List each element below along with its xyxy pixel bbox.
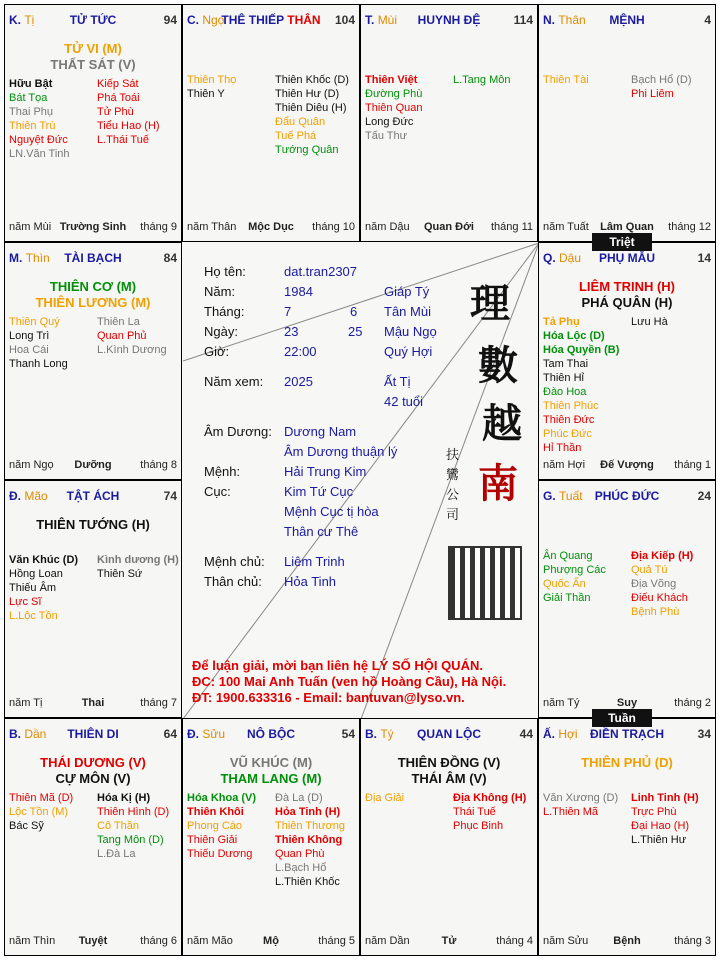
minor-star: Thiên La (97, 316, 140, 328)
minor-star: Tướng Quân (275, 144, 339, 156)
main-star: THÁI DƯƠNG (V) (40, 755, 146, 770)
palace-age: 34 (697, 727, 711, 741)
minor-star: Hỏa Tinh (H) (275, 806, 341, 818)
minor-star: Văn Xương (D) (543, 792, 619, 804)
minor-star: Thiên Quan (365, 102, 423, 114)
than-chu-value: Hỏa Tinh (284, 574, 337, 589)
main-star: THIÊN CƠ (M) (49, 279, 137, 294)
cell-month: tháng 1 (674, 459, 711, 471)
main-stars (5, 755, 181, 787)
palace-cell-tuat (538, 480, 716, 718)
minor-star: Lộc Tồn (M) (9, 806, 69, 818)
cell-stage: Mộ (263, 935, 279, 947)
cell-year: năm Dậu (365, 221, 410, 233)
palace-age: 84 (163, 251, 177, 265)
cell-stage: Tuyệt (78, 935, 108, 947)
minor-star: Thiếu Dương (187, 848, 253, 860)
cell-stage: Quan Đới (424, 221, 474, 233)
minor-star: Quan Phù (275, 848, 325, 860)
minor-star: Phong Cáo (187, 820, 243, 832)
palace-position: Đ. Mão (9, 489, 48, 503)
minor-star: Đại Hao (H) (631, 820, 690, 832)
palace-age: 104 (334, 13, 355, 27)
qr-code[interactable] (450, 548, 520, 618)
menh-chu-value: Liêm Trinh (284, 554, 345, 569)
cell-year: năm Tuất (543, 221, 589, 233)
minor-star: Thiên Việt (365, 74, 418, 86)
minor-star: LN.Văn Tinh (9, 148, 70, 160)
cell-year: năm Thân (187, 221, 237, 233)
minor-star: L.Thiên Khốc (275, 876, 340, 888)
minor-star: Bạch Hổ (D) (631, 74, 692, 86)
minor-star: Long Trì (9, 330, 50, 342)
minor-star: Quốc Ấn (543, 578, 586, 590)
palace-cell-ngo (182, 4, 360, 242)
main-star: THẤT SÁT (V) (50, 57, 136, 72)
palace-cell-mao (4, 480, 182, 718)
minor-star: Hữu Bật (9, 78, 53, 90)
minor-star: L.Kình Dương (97, 344, 167, 356)
palace-name: TẬT ÁCH (66, 489, 120, 503)
minor-star: Hóa Quyền (B) (543, 344, 620, 356)
cell-month: tháng 3 (674, 935, 711, 947)
palace-position: Đ. Sửu (187, 727, 226, 741)
palace-name: PHÚC ĐỨC (594, 489, 660, 503)
main-stars (5, 517, 181, 533)
palace-name: ĐIỀN TRẠCH (590, 727, 664, 741)
minor-star: Địa Võng (631, 578, 677, 590)
palace-position: K. Tị (9, 13, 35, 27)
minor-star: L.Thiên Hư (631, 834, 687, 846)
cell-year: năm Dần (365, 935, 410, 947)
main-star: THIÊN ĐỒNG (V) (397, 755, 501, 770)
minor-star: Hóa Khoa (V) (187, 792, 257, 804)
cell-year: năm Tý (543, 697, 580, 709)
cell-month: tháng 6 (140, 935, 177, 947)
minor-star: Thiên Khốc (D) (275, 74, 349, 86)
minor-star: Tấu Thư (365, 130, 408, 142)
minor-star: L.Đà La (97, 848, 136, 860)
palace-age: 14 (697, 251, 711, 265)
day-value: 23 (284, 324, 299, 339)
minor-star: Thiên Hình (D) (97, 806, 170, 818)
palace-name: HUYNH ĐỆ (417, 13, 481, 27)
view-year-can: Ất Tị (384, 374, 411, 389)
minor-star: Bệnh Phù (631, 606, 680, 618)
minor-star: Tang Môn (D) (97, 834, 164, 846)
minor-star: Hóa Kị (H) (97, 792, 151, 804)
minor-star: Phục Binh (453, 820, 504, 832)
cell-month: tháng 11 (490, 221, 533, 233)
minor-star: Thiên Hỉ (543, 372, 584, 384)
minor-star: Phá Toái (97, 92, 140, 104)
year-can: Giáp Tý (384, 284, 430, 299)
minor-star: Thiên Sứ (97, 568, 143, 580)
logo-side-4: 司 (446, 507, 460, 522)
minor-star: Thiên Đức (543, 414, 595, 426)
minor-star: Ân Quang (543, 550, 593, 562)
logo-side-3: 公 (446, 487, 460, 502)
palace-position: M. Thìn (9, 251, 50, 265)
palace-age: 4 (704, 13, 711, 27)
palace-position: N. Thân (543, 13, 586, 27)
cell-stage: Đế Vượng (600, 459, 654, 471)
palace-name: THÊ THIẾP THÂN (221, 13, 321, 27)
menh-value: Hải Trung Kim (284, 464, 367, 479)
cell-year: năm Hợi (543, 459, 586, 471)
month-can: Tân Mùi (384, 304, 431, 319)
triet-tag: Triệt (592, 233, 652, 251)
cell-year: năm Ngọ (9, 459, 54, 471)
cell-year: năm Thìn (9, 935, 56, 947)
logo-char-2: 數 (478, 342, 518, 389)
minor-star: Giải Thần (543, 592, 591, 604)
amduong-label: Âm Dương: (204, 424, 272, 439)
amduong-value: Dương Nam (284, 424, 357, 439)
contact-line-3: ĐT: 1900.633316 - Email: bantuvan@lyso.vn. (192, 690, 465, 705)
minor-star: Hỉ Thần (543, 442, 582, 454)
cell-month: tháng 4 (496, 935, 533, 947)
minor-star: Thái Tuế (453, 806, 496, 818)
minor-star: Thiên Không (275, 834, 343, 846)
minor-star: Phượng Các (543, 564, 606, 576)
cell-year: năm Mùi (9, 221, 52, 233)
logo-char-4: 南 (478, 460, 518, 507)
minor-star: Lực Sĩ (9, 596, 42, 608)
cell-month: tháng 12 (668, 221, 711, 233)
minor-star: Thiên Thương (275, 820, 346, 832)
minor-star: Linh Tinh (H) (631, 792, 699, 804)
palace-age: 24 (697, 489, 711, 503)
minor-star: Thiên Hư (D) (275, 88, 340, 100)
palace-cell-suu (182, 718, 360, 956)
center-info-panel (182, 242, 538, 716)
cell-stage: Thai (81, 697, 105, 709)
minor-star: L.Thiên Mã (543, 806, 599, 818)
palace-age: 94 (163, 13, 177, 27)
amduong-value2: Âm Dương thuận lý (284, 444, 398, 459)
cell-stage: Lâm Quan (600, 221, 654, 233)
minor-star: Tiểu Hao (H) (97, 120, 160, 132)
minor-star: L.Lộc Tồn (9, 610, 58, 622)
palace-position: B. Tý (365, 727, 394, 741)
minor-star: Thiếu Âm (9, 582, 57, 594)
cell-month: tháng 2 (674, 697, 711, 709)
cell-month: tháng 5 (318, 935, 355, 947)
palace-name: PHỤ MẪU (599, 251, 655, 265)
palace-position: Q. Dậu (543, 251, 582, 265)
minor-star: Bát Tọa (9, 92, 48, 104)
minor-star: Thiên Khôi (187, 806, 244, 818)
than-chu-label: Thân chủ: (204, 574, 262, 589)
minor-star: Hồng Loan (9, 568, 63, 580)
cell-month: tháng 8 (140, 459, 177, 471)
minor-star: Bác Sỹ (9, 820, 44, 832)
main-star: TỬ VI (M) (64, 41, 122, 56)
hour-can: Quý Hợi (384, 344, 433, 359)
name-value: dat.tran2307 (284, 264, 358, 279)
minor-star: Điếu Khách (631, 592, 688, 604)
day-lunar: 25 (348, 324, 363, 339)
palace-age: 64 (163, 727, 177, 741)
minor-star: Quan Phủ (97, 330, 147, 342)
logo-side-2: 鸞 (446, 467, 460, 482)
palace-name: THIÊN DI (67, 727, 119, 741)
hour-value: 22:00 (284, 344, 317, 359)
menh-label: Mệnh: (204, 464, 241, 479)
palace-position: G. Tuất (543, 489, 583, 503)
cell-year: năm Tị (9, 697, 43, 709)
minor-star: Đà La (D) (275, 792, 323, 804)
minor-star: Thanh Long (9, 358, 68, 370)
palace-name: TỬ TỨC (69, 13, 117, 27)
palace-age: 114 (513, 13, 533, 27)
palace-name: TÀI BẠCH (64, 251, 122, 265)
minor-star: Thiên Mã (D) (9, 792, 74, 804)
palace-position: B. Dần (9, 727, 47, 741)
name-label: Họ tên: (204, 264, 246, 279)
minor-star: Hoa Cái (9, 344, 49, 356)
palace-cell-dan (4, 718, 182, 956)
minor-star: Quả Tú (631, 564, 668, 576)
minor-star: Phúc Đức (543, 428, 592, 440)
cell-month: tháng 9 (140, 221, 177, 233)
main-stars (5, 41, 181, 73)
minor-star: Thiên Tài (543, 74, 589, 86)
age-value: 42 tuổi (384, 394, 424, 409)
palace-position: C. Ngọ (187, 13, 225, 27)
cuc-value2: Mệnh Cục tị hòa (284, 504, 379, 519)
minor-star: Trực Phù (631, 806, 677, 818)
month-label: Tháng: (204, 304, 245, 319)
cell-stage: Trường Sinh (59, 221, 127, 233)
palace-age: 54 (341, 727, 355, 741)
minor-star: Cô Thần (97, 820, 139, 832)
view-year-label: Năm xem: (204, 374, 264, 389)
minor-star: Tử Phù (97, 106, 134, 118)
palace-name: NÔ BỘC (247, 727, 295, 741)
hour-label: Giờ: (204, 344, 230, 359)
minor-star: Thiên Trù (9, 120, 56, 132)
month-value: 7 (284, 304, 292, 319)
minor-star: Đường Phù (365, 88, 423, 100)
tuan-tag: Tuần (592, 709, 652, 727)
cuc-value: Kim Tứ Cục (284, 484, 354, 499)
cuc-value3: Thân cư Thê (284, 524, 359, 539)
palace-cell-mui (360, 4, 538, 242)
minor-star: Lưu Hà (631, 316, 668, 328)
minor-star: Nguyệt Đức (9, 134, 68, 146)
cell-stage: Mộc Dục (248, 221, 294, 233)
cell-month: tháng 10 (312, 221, 355, 233)
minor-star: Địa Kiếp (H) (631, 550, 694, 562)
main-stars (5, 279, 181, 311)
minor-star: Đẩu Quân (275, 116, 326, 128)
main-star: CỰ MÔN (V) (55, 771, 131, 786)
year-label: Năm: (204, 284, 236, 299)
day-label: Ngày: (204, 324, 238, 339)
day-can: Mậu Ngọ (384, 324, 437, 339)
cuc-label: Cục: (204, 484, 231, 499)
than-marker: THÂN (287, 13, 321, 27)
minor-star: Hóa Lộc (D) (543, 330, 605, 342)
contact-line-1: Để luận giải, mời bạn liên hệ LÝ SỐ HỘI QUÁN. (192, 658, 483, 673)
minor-star: Phi Liêm (631, 88, 674, 100)
palace-position: Ấ. Hợi (543, 727, 578, 741)
logo-char-1: 理 (470, 280, 510, 327)
cell-month: tháng 7 (140, 697, 177, 709)
cell-stage: Dưỡng (74, 459, 112, 471)
cell-stage: Tử (441, 935, 457, 947)
minor-star: Tuế Phá (275, 130, 317, 142)
main-star: THÁI ÂM (V) (411, 771, 487, 786)
main-star: PHÁ QUÂN (H) (581, 295, 673, 310)
minor-star: Tam Thai (543, 358, 589, 370)
palace-name: QUAN LỘC (417, 727, 481, 741)
menh-chu-label: Mệnh chủ: (204, 554, 265, 569)
year-value: 1984 (284, 284, 313, 299)
minor-star: Long Đức (365, 116, 414, 128)
minor-star: Kiếp Sát (97, 78, 139, 90)
palace-cell-ty (4, 4, 182, 242)
minor-star: L.Thái Tuế (97, 134, 149, 146)
main-stars (539, 755, 715, 771)
main-star: THIÊN PHỦ (D) (581, 755, 673, 770)
minor-star: Thiên Phúc (543, 400, 599, 412)
contact-line-2: ĐC: 100 Mai Anh Tuấn (ven hồ Hoàng Cầu), Hà Nội. (192, 674, 507, 689)
main-star: THAM LANG (M) (220, 771, 322, 786)
minor-star: L.Tang Môn (453, 74, 511, 86)
main-star: THIÊN LƯƠNG (M) (35, 295, 151, 310)
minor-star: Văn Khúc (D) (9, 554, 79, 566)
minor-star: Thiên Giải (187, 834, 238, 846)
minor-star: Thiên Diêu (H) (275, 102, 347, 114)
palace-cell-dau (538, 242, 716, 480)
month-lunar: 6 (350, 304, 358, 319)
main-stars (183, 755, 359, 787)
minor-star: Tả Phụ (543, 316, 580, 328)
palace-name: MỆNH (609, 13, 645, 27)
main-star: VŨ KHÚC (M) (229, 755, 313, 770)
cell-year: năm Sửu (543, 935, 589, 947)
main-stars (539, 279, 715, 311)
logo-char-3: 越 (482, 400, 522, 447)
palace-cell-than (538, 4, 716, 242)
palace-cell-thin (4, 242, 182, 480)
view-year-value: 2025 (284, 374, 313, 389)
minor-star: Địa Không (H) (453, 792, 527, 804)
cell-stage: Suy (616, 697, 638, 709)
minor-star: Thiên Thọ (187, 74, 237, 86)
minor-star: Địa Giải (365, 792, 405, 804)
palace-cell-hoi (538, 718, 716, 956)
main-stars (361, 755, 537, 787)
palace-position: T. Mùi (365, 13, 398, 27)
palace-cell-ty2 (360, 718, 538, 956)
minor-star: Đào Hoa (543, 386, 587, 398)
palace-age: 44 (519, 727, 533, 741)
cell-stage: Bệnh (613, 935, 641, 947)
main-star: LIÊM TRINH (H) (578, 279, 676, 294)
minor-star: Thiên Quý (9, 316, 60, 328)
main-star: THIÊN TƯỚNG (H) (36, 517, 150, 532)
minor-star: L.Bạch Hổ (275, 862, 327, 874)
minor-star: Kình dương (H) (97, 554, 179, 566)
palace-age: 74 (163, 489, 177, 503)
cell-year: năm Mão (187, 935, 233, 947)
minor-star: Thiên Y (187, 88, 225, 100)
minor-star: Thai Phụ (9, 106, 54, 118)
logo-side-1: 扶 (446, 447, 460, 462)
